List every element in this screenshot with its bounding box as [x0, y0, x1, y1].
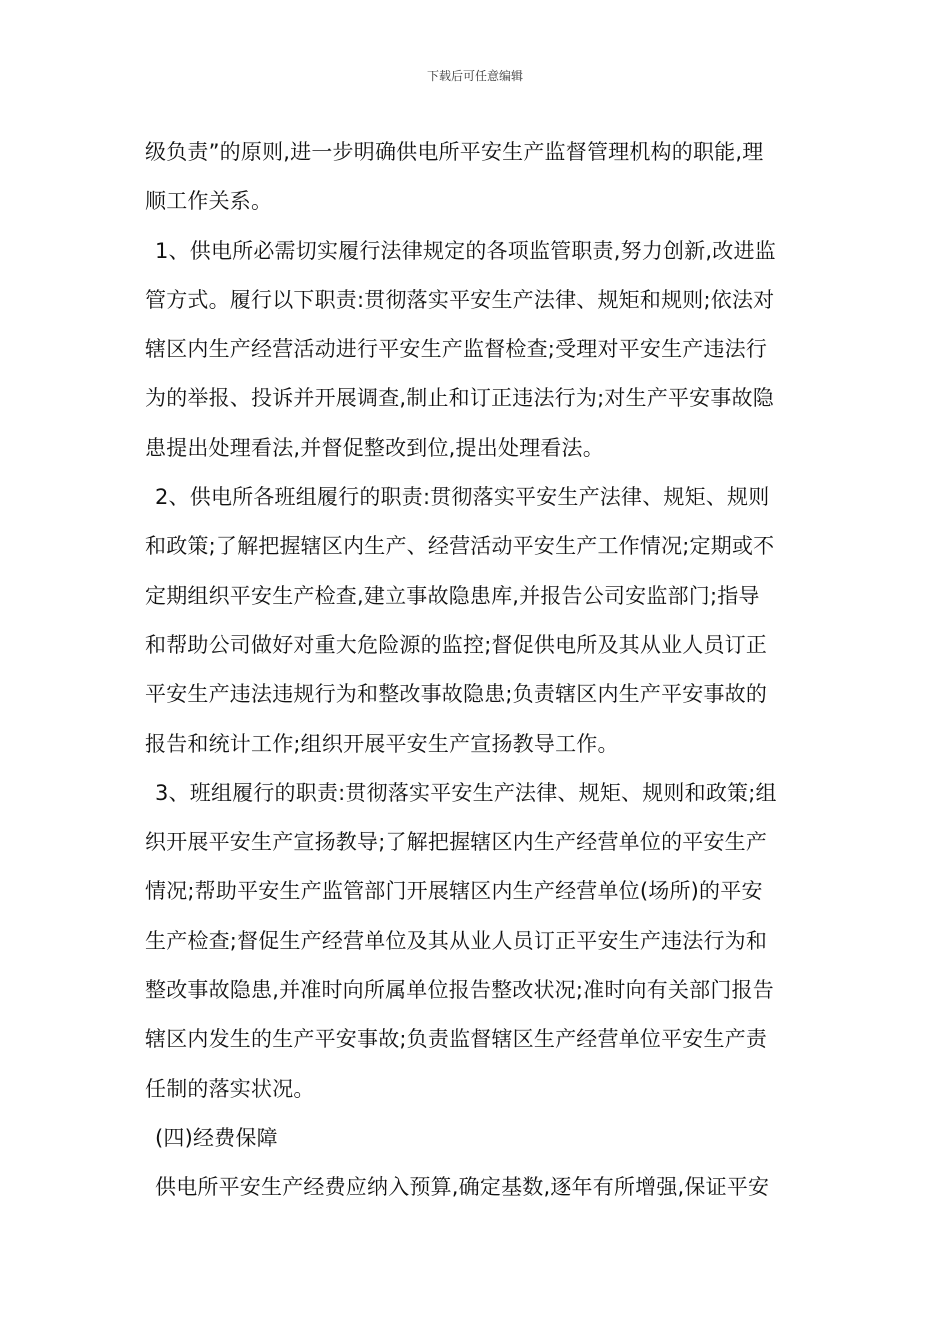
- text-line: 级负责”的原则,进一步明确供电所平安生产监督管理机构的职能,理: [145, 140, 764, 164]
- text-line: 平安生产违法违规行为和整改事故隐患;负责辖区内生产平安事故的: [145, 682, 768, 707]
- text-line: 任制的落实状况。: [145, 1076, 315, 1101]
- text-line: 织开展平安生产宣扬教导;了解把握辖区内生产经营单位的平安生产: [145, 830, 768, 855]
- text-line: 生产检查;督促生产经营单位及其从业人员订正平安生产违法行为和: [145, 928, 768, 953]
- text-line: 为的举报、投诉并开展调查,制止和订正违法行为;对生产平安事故隐: [145, 386, 774, 411]
- text-line: 和帮助公司做好对重大危险源的监控;督促供电所及其从业人员订正: [145, 632, 768, 657]
- text-line: 情况;帮助平安生产监管部门开展辖区内生产经营单位(场所)的平安: [145, 879, 763, 904]
- section-heading: (四)经费保障: [155, 1125, 278, 1150]
- text-line: 整改事故隐患,并准时向所属单位报告整改状况;准时向有关部门报告: [145, 978, 774, 1003]
- text-line: 顺工作关系。: [145, 189, 273, 214]
- text-line: 和政策;了解把握辖区内生产、经营活动平安生产工作情况;定期或不: [145, 534, 775, 559]
- document-body: [145, 128, 809, 1213]
- text-line: 1、供电所必需切实履行法律规定的各项监管职责,努力创新,改进监: [155, 238, 776, 263]
- text-line: 供电所平安生产经费应纳入预算,确定基数,逐年有所增强,保证平安: [155, 1175, 770, 1200]
- page-header: 下载后可任意编辑: [426, 69, 523, 83]
- text-line: 辖区内发生的生产平安事故;负责监督辖区生产经营单位平安生产责: [145, 1027, 768, 1052]
- text-line: 定期组织平安生产检查,建立事故隐患库,并报告公司安监部门;指导: [145, 583, 760, 608]
- text-line: 患提出处理看法,并督促整改到位,提出处理看法。: [145, 435, 604, 460]
- text-line: 报告和统计工作;组织开展平安生产宣扬教导工作。: [145, 731, 619, 756]
- text-line: 3、班组履行的职责:贯彻落实平安生产法律、规矩、规则和政策;组: [155, 780, 777, 805]
- text-line: 管方式。履行以下职责:贯彻落实平安生产法律、规矩和规则;依法对: [145, 287, 775, 312]
- text-line: 2、供电所各班组履行的职责:贯彻落实平安生产法律、规矩、规则: [155, 485, 770, 510]
- text-line: 辖区内生产经营活动进行平安生产监督检查;受理对平安生产违法行: [145, 337, 768, 362]
